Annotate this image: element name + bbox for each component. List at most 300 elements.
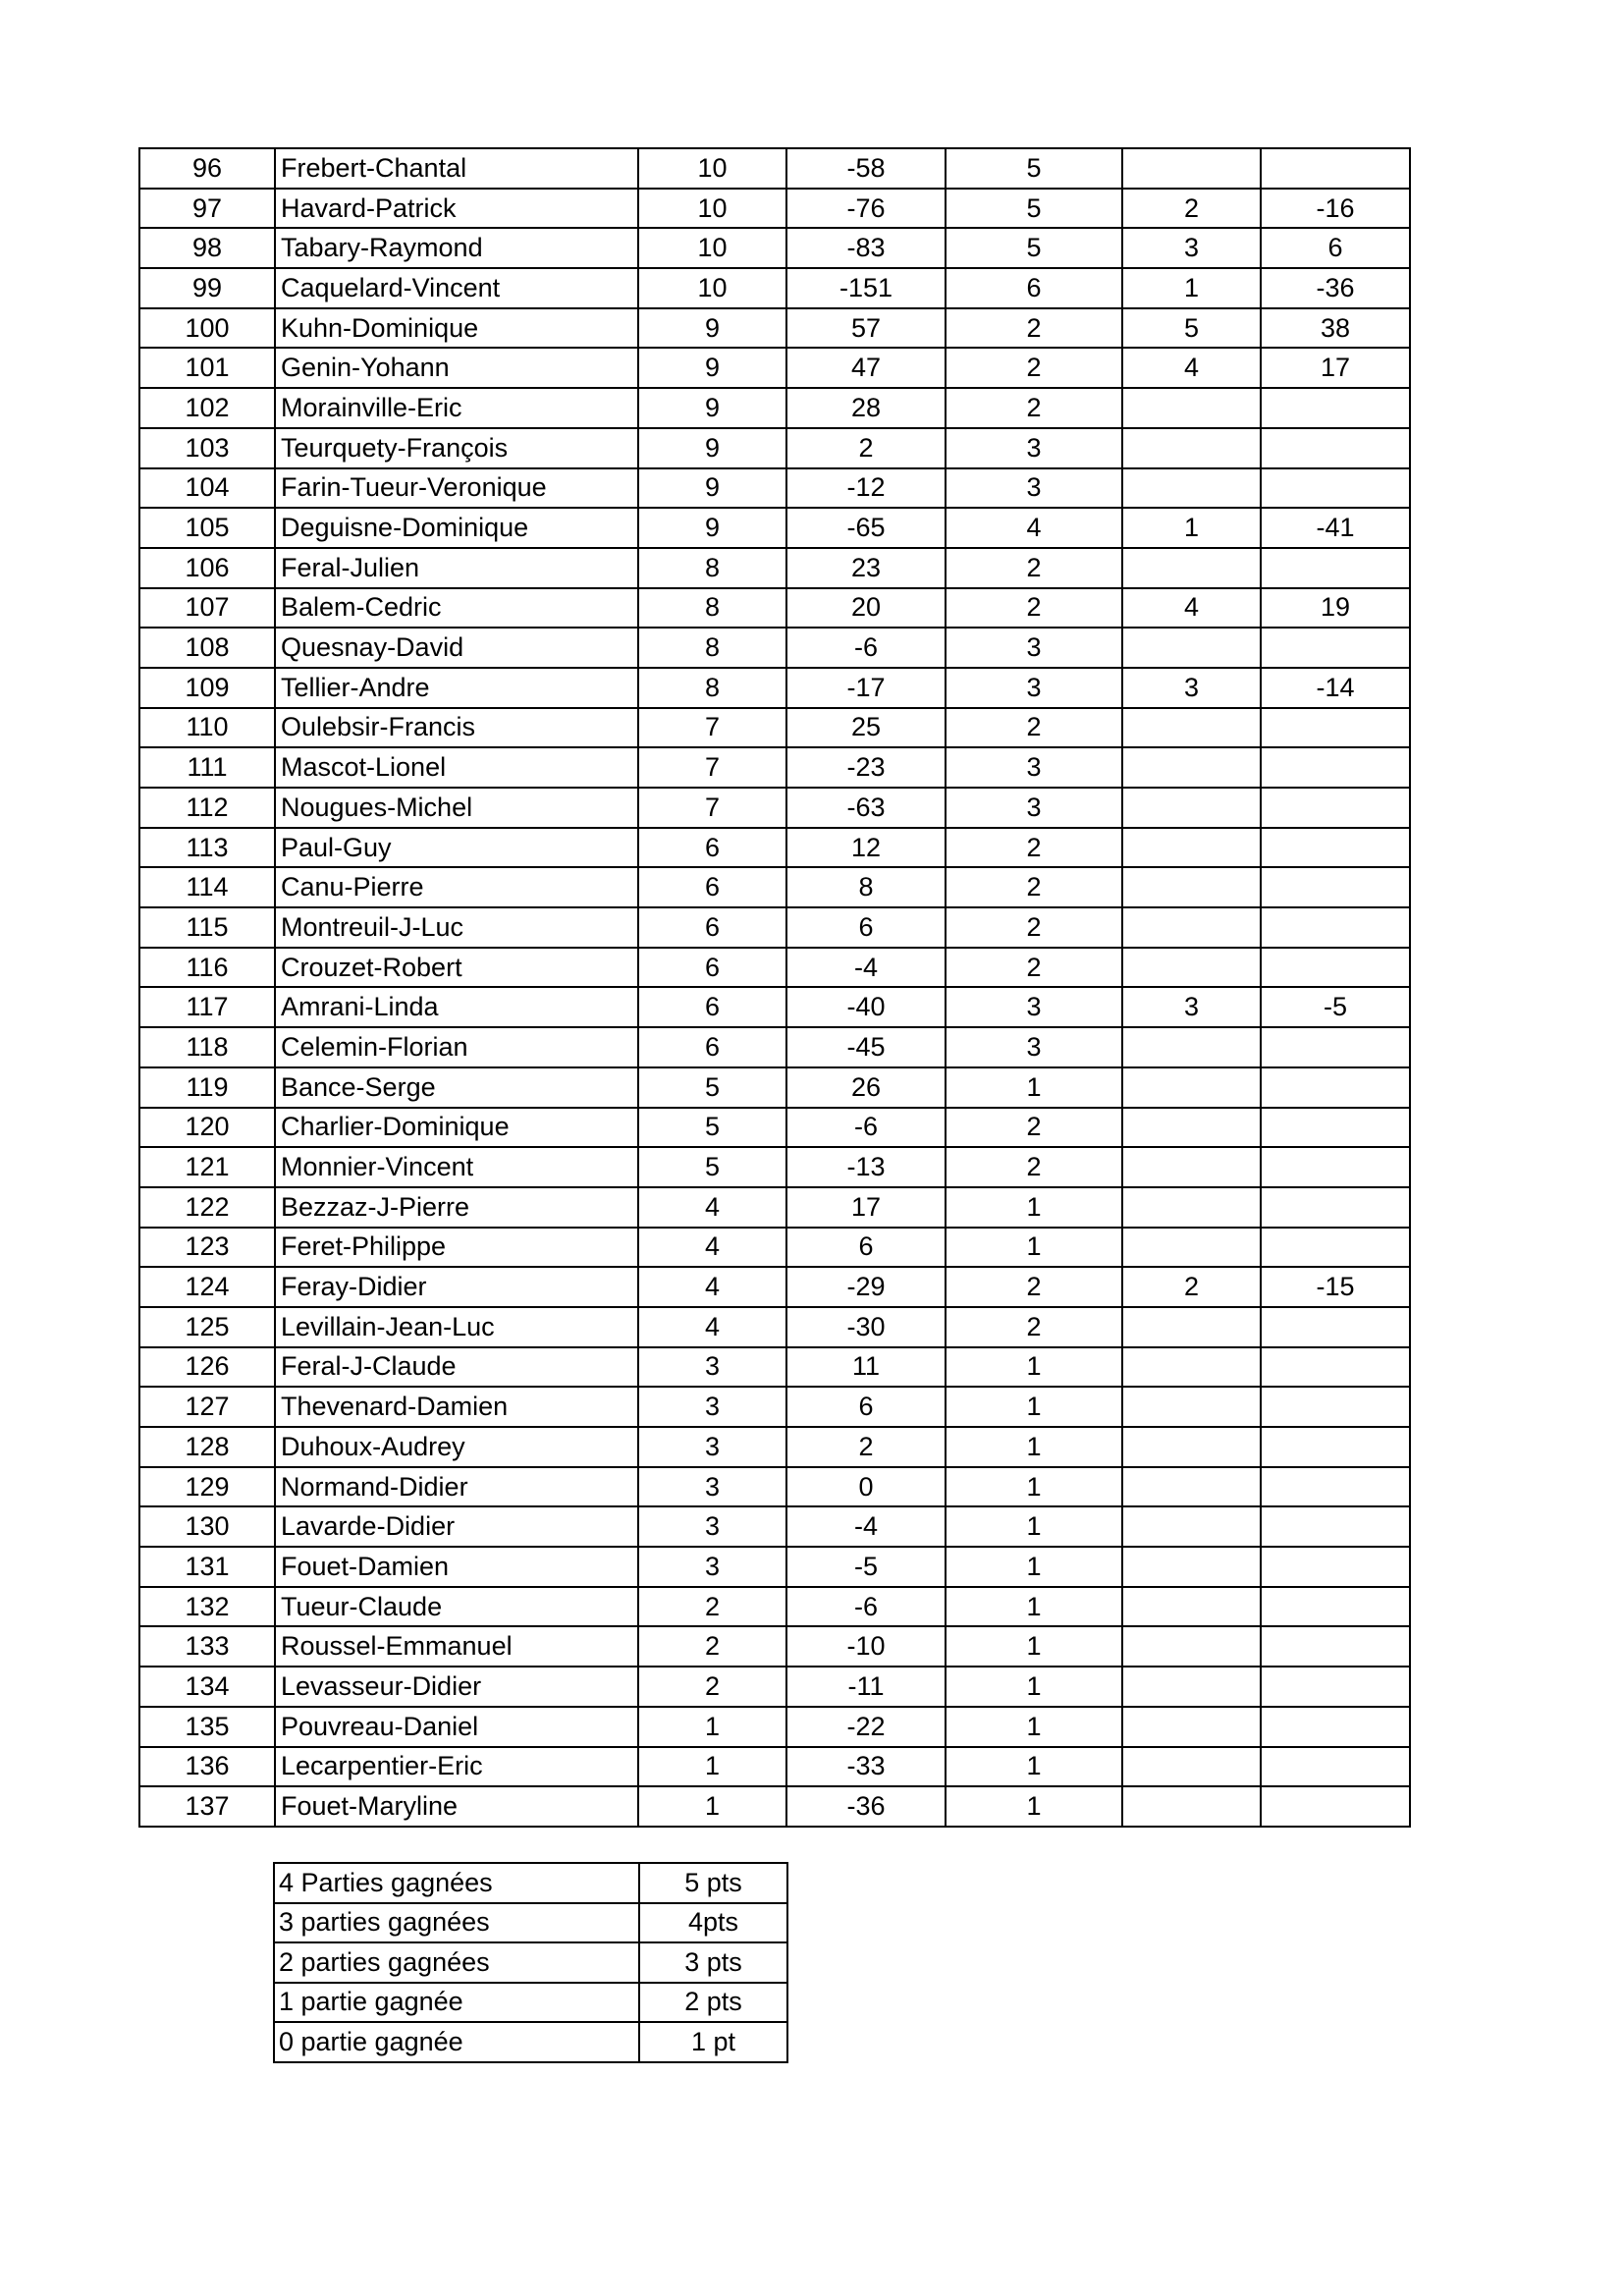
- table-row: [139, 1347, 1410, 1388]
- games-cell: 2: [946, 1147, 1122, 1187]
- games-cell: 2: [946, 548, 1122, 588]
- games-cell: 5: [946, 189, 1122, 229]
- rank-cell: 120: [139, 1108, 275, 1148]
- difference-cell: -13: [786, 1147, 946, 1187]
- extra-col-1-cell: [1122, 1786, 1261, 1827]
- games-cell: 6: [946, 268, 1122, 308]
- player-name-cell: Mascot-Lionel: [275, 747, 638, 788]
- player-name-cell: Teurquety-François: [275, 428, 638, 468]
- difference-cell: 6: [786, 907, 946, 948]
- difference-cell: -22: [786, 1707, 946, 1747]
- player-name-cell: Paul-Guy: [275, 828, 638, 868]
- games-cell: 2: [946, 388, 1122, 428]
- points-cell: 8: [638, 668, 786, 708]
- points-cell: 9: [638, 468, 786, 509]
- table-row: [139, 987, 1410, 1027]
- games-cell: 1: [946, 1626, 1122, 1667]
- games-cell: 1: [946, 1786, 1122, 1827]
- difference-cell: -76: [786, 189, 946, 229]
- difference-cell: -6: [786, 1108, 946, 1148]
- extra-col-2-cell: [1261, 1027, 1410, 1067]
- rank-cell: 97: [139, 189, 275, 229]
- difference-cell: 8: [786, 867, 946, 907]
- legend-points-cell: 1 pt: [639, 2022, 787, 2062]
- difference-cell: -45: [786, 1027, 946, 1067]
- difference-cell: -33: [786, 1747, 946, 1787]
- games-cell: 2: [946, 1307, 1122, 1347]
- rank-cell: 131: [139, 1547, 275, 1587]
- table-row: [139, 828, 1410, 868]
- games-cell: 3: [946, 788, 1122, 828]
- points-cell: 10: [638, 268, 786, 308]
- rank-cell: 107: [139, 588, 275, 629]
- legend-row: [274, 1942, 787, 1983]
- difference-cell: -11: [786, 1667, 946, 1707]
- games-cell: 2: [946, 1267, 1122, 1307]
- games-cell: 1: [946, 1747, 1122, 1787]
- games-cell: 5: [946, 148, 1122, 189]
- points-cell: 9: [638, 508, 786, 548]
- difference-cell: -23: [786, 747, 946, 788]
- rank-cell: 110: [139, 708, 275, 748]
- table-row: [139, 1228, 1410, 1268]
- points-cell: 7: [638, 788, 786, 828]
- extra-col-2-cell: -5: [1261, 987, 1410, 1027]
- extra-col-1-cell: [1122, 628, 1261, 668]
- player-name-cell: Kuhn-Dominique: [275, 308, 638, 349]
- games-cell: 1: [946, 1587, 1122, 1627]
- points-cell: 9: [638, 348, 786, 388]
- extra-col-2-cell: [1261, 1108, 1410, 1148]
- table-row: [139, 148, 1410, 189]
- player-name-cell: Feret-Philippe: [275, 1228, 638, 1268]
- points-cell: 10: [638, 189, 786, 229]
- rank-cell: 125: [139, 1307, 275, 1347]
- rank-cell: 122: [139, 1187, 275, 1228]
- player-name-cell: Charlier-Dominique: [275, 1108, 638, 1148]
- rank-cell: 129: [139, 1467, 275, 1507]
- player-name-cell: Bance-Serge: [275, 1067, 638, 1108]
- rank-cell: 100: [139, 308, 275, 349]
- table-row: [139, 1427, 1410, 1467]
- games-cell: 2: [946, 708, 1122, 748]
- table-row: [139, 907, 1410, 948]
- extra-col-2-cell: [1261, 828, 1410, 868]
- rank-cell: 114: [139, 867, 275, 907]
- legend-label-cell: 3 parties gagnées: [274, 1903, 639, 1943]
- player-name-cell: Bezzaz-J-Pierre: [275, 1187, 638, 1228]
- extra-col-1-cell: 4: [1122, 588, 1261, 629]
- player-name-cell: Tellier-Andre: [275, 668, 638, 708]
- games-cell: 3: [946, 428, 1122, 468]
- games-cell: 1: [946, 1347, 1122, 1388]
- player-name-cell: Levillain-Jean-Luc: [275, 1307, 638, 1347]
- points-cell: 5: [638, 1067, 786, 1108]
- points-cell: 6: [638, 987, 786, 1027]
- legend-points-cell: 4pts: [639, 1903, 787, 1943]
- games-cell: 1: [946, 1228, 1122, 1268]
- rank-cell: 128: [139, 1427, 275, 1467]
- rank-cell: 126: [139, 1347, 275, 1388]
- rank-cell: 109: [139, 668, 275, 708]
- extra-col-2-cell: -15: [1261, 1267, 1410, 1307]
- player-name-cell: Quesnay-David: [275, 628, 638, 668]
- games-cell: 3: [946, 747, 1122, 788]
- table-row: [139, 428, 1410, 468]
- player-name-cell: Deguisne-Dominique: [275, 508, 638, 548]
- legend-points-cell: 3 pts: [639, 1942, 787, 1983]
- rank-cell: 134: [139, 1667, 275, 1707]
- games-cell: 3: [946, 468, 1122, 509]
- difference-cell: -5: [786, 1547, 946, 1587]
- games-cell: 1: [946, 1506, 1122, 1547]
- extra-col-2-cell: [1261, 708, 1410, 748]
- table-row: [139, 1626, 1410, 1667]
- games-cell: 3: [946, 1027, 1122, 1067]
- points-cell: 3: [638, 1506, 786, 1547]
- player-name-cell: Fouet-Maryline: [275, 1786, 638, 1827]
- games-cell: 2: [946, 948, 1122, 988]
- extra-col-2-cell: [1261, 1747, 1410, 1787]
- table-row: [139, 1547, 1410, 1587]
- points-cell: 10: [638, 148, 786, 189]
- extra-col-2-cell: [1261, 1307, 1410, 1347]
- rank-cell: 133: [139, 1626, 275, 1667]
- points-cell: 3: [638, 1427, 786, 1467]
- extra-col-1-cell: [1122, 548, 1261, 588]
- extra-col-2-cell: [1261, 1187, 1410, 1228]
- games-cell: 2: [946, 348, 1122, 388]
- points-cell: 6: [638, 948, 786, 988]
- player-name-cell: Canu-Pierre: [275, 867, 638, 907]
- games-cell: 5: [946, 228, 1122, 268]
- points-cell: 3: [638, 1467, 786, 1507]
- points-cell: 7: [638, 747, 786, 788]
- rank-cell: 112: [139, 788, 275, 828]
- table-row: [139, 1027, 1410, 1067]
- extra-col-1-cell: [1122, 747, 1261, 788]
- legend-body: [274, 1863, 787, 2062]
- games-cell: 3: [946, 987, 1122, 1027]
- rank-cell: 135: [139, 1707, 275, 1747]
- extra-col-1-cell: [1122, 1228, 1261, 1268]
- points-cell: 3: [638, 1547, 786, 1587]
- points-cell: 2: [638, 1587, 786, 1627]
- extra-col-1-cell: [1122, 1387, 1261, 1427]
- rank-cell: 121: [139, 1147, 275, 1187]
- extra-col-1-cell: [1122, 1108, 1261, 1148]
- extra-col-2-cell: [1261, 148, 1410, 189]
- extra-col-2-cell: [1261, 468, 1410, 509]
- difference-cell: -58: [786, 148, 946, 189]
- extra-col-2-cell: -36: [1261, 268, 1410, 308]
- rank-cell: 118: [139, 1027, 275, 1067]
- rank-cell: 111: [139, 747, 275, 788]
- extra-col-2-cell: [1261, 1547, 1410, 1587]
- extra-col-1-cell: [1122, 1067, 1261, 1108]
- table-row: [139, 1267, 1410, 1307]
- extra-col-2-cell: -41: [1261, 508, 1410, 548]
- table-row: [139, 948, 1410, 988]
- extra-col-2-cell: [1261, 1347, 1410, 1388]
- table-row: [139, 548, 1410, 588]
- points-cell: 10: [638, 228, 786, 268]
- table-row: [139, 1506, 1410, 1547]
- extra-col-2-cell: [1261, 1147, 1410, 1187]
- extra-col-2-cell: 17: [1261, 348, 1410, 388]
- player-name-cell: Pouvreau-Daniel: [275, 1707, 638, 1747]
- table-row: [139, 1707, 1410, 1747]
- player-name-cell: Fouet-Damien: [275, 1547, 638, 1587]
- games-cell: 1: [946, 1467, 1122, 1507]
- extra-col-2-cell: [1261, 388, 1410, 428]
- player-name-cell: Celemin-Florian: [275, 1027, 638, 1067]
- extra-col-1-cell: [1122, 1147, 1261, 1187]
- extra-col-2-cell: -16: [1261, 189, 1410, 229]
- difference-cell: 6: [786, 1387, 946, 1427]
- difference-cell: -4: [786, 1506, 946, 1547]
- rank-cell: 113: [139, 828, 275, 868]
- difference-cell: 11: [786, 1347, 946, 1388]
- table-row: [139, 1147, 1410, 1187]
- legend-points-cell: 2 pts: [639, 1983, 787, 2023]
- extra-col-2-cell: [1261, 907, 1410, 948]
- player-name-cell: Lecarpentier-Eric: [275, 1747, 638, 1787]
- rank-cell: 137: [139, 1786, 275, 1827]
- points-cell: 2: [638, 1626, 786, 1667]
- points-cell: 6: [638, 907, 786, 948]
- rank-cell: 127: [139, 1387, 275, 1427]
- player-name-cell: Roussel-Emmanuel: [275, 1626, 638, 1667]
- legend-label-cell: 0 partie gagnée: [274, 2022, 639, 2062]
- player-name-cell: Monnier-Vincent: [275, 1147, 638, 1187]
- extra-col-2-cell: [1261, 867, 1410, 907]
- extra-col-2-cell: [1261, 1387, 1410, 1427]
- rank-cell: 103: [139, 428, 275, 468]
- points-cell: 9: [638, 308, 786, 349]
- player-name-cell: Genin-Yohann: [275, 348, 638, 388]
- rank-cell: 101: [139, 348, 275, 388]
- player-name-cell: Duhoux-Audrey: [275, 1427, 638, 1467]
- extra-col-1-cell: 4: [1122, 348, 1261, 388]
- extra-col-2-cell: [1261, 1707, 1410, 1747]
- table-row: [139, 348, 1410, 388]
- difference-cell: -65: [786, 508, 946, 548]
- extra-col-1-cell: 3: [1122, 228, 1261, 268]
- legend-row: [274, 1903, 787, 1943]
- difference-cell: -29: [786, 1267, 946, 1307]
- points-cell: 8: [638, 628, 786, 668]
- extra-col-1-cell: [1122, 1027, 1261, 1067]
- player-name-cell: Montreuil-J-Luc: [275, 907, 638, 948]
- extra-col-1-cell: [1122, 948, 1261, 988]
- table-row: [139, 1747, 1410, 1787]
- difference-cell: -151: [786, 268, 946, 308]
- extra-col-1-cell: [1122, 1707, 1261, 1747]
- extra-col-1-cell: [1122, 1187, 1261, 1228]
- player-name-cell: Feral-Julien: [275, 548, 638, 588]
- difference-cell: -63: [786, 788, 946, 828]
- difference-cell: 57: [786, 308, 946, 349]
- points-cell: 4: [638, 1228, 786, 1268]
- rank-cell: 98: [139, 228, 275, 268]
- points-cell: 4: [638, 1267, 786, 1307]
- difference-cell: -30: [786, 1307, 946, 1347]
- rank-cell: 96: [139, 148, 275, 189]
- difference-cell: -40: [786, 987, 946, 1027]
- extra-col-1-cell: [1122, 388, 1261, 428]
- rank-cell: 117: [139, 987, 275, 1027]
- legend-row: [274, 2022, 787, 2062]
- points-cell: 5: [638, 1108, 786, 1148]
- difference-cell: -6: [786, 628, 946, 668]
- difference-cell: -10: [786, 1626, 946, 1667]
- rank-cell: 108: [139, 628, 275, 668]
- extra-col-1-cell: [1122, 148, 1261, 189]
- extra-col-1-cell: [1122, 708, 1261, 748]
- legend-row: [274, 1983, 787, 2023]
- player-name-cell: Thevenard-Damien: [275, 1387, 638, 1427]
- difference-cell: 0: [786, 1467, 946, 1507]
- points-cell: 6: [638, 828, 786, 868]
- extra-col-2-cell: [1261, 1067, 1410, 1108]
- player-name-cell: Normand-Didier: [275, 1467, 638, 1507]
- rank-cell: 115: [139, 907, 275, 948]
- extra-col-2-cell: [1261, 428, 1410, 468]
- table-row: [139, 1067, 1410, 1108]
- difference-cell: 2: [786, 428, 946, 468]
- points-cell: 8: [638, 548, 786, 588]
- player-name-cell: Tueur-Claude: [275, 1587, 638, 1627]
- difference-cell: 20: [786, 588, 946, 629]
- difference-cell: -36: [786, 1786, 946, 1827]
- difference-cell: -83: [786, 228, 946, 268]
- games-cell: 3: [946, 668, 1122, 708]
- ranking-table: [138, 147, 1411, 1828]
- games-cell: 2: [946, 1108, 1122, 1148]
- extra-col-2-cell: 6: [1261, 228, 1410, 268]
- player-name-cell: Balem-Cedric: [275, 588, 638, 629]
- table-row: [139, 1187, 1410, 1228]
- player-name-cell: Morainville-Eric: [275, 388, 638, 428]
- extra-col-1-cell: [1122, 867, 1261, 907]
- points-cell: 6: [638, 867, 786, 907]
- extra-col-2-cell: [1261, 788, 1410, 828]
- games-cell: 2: [946, 588, 1122, 629]
- difference-cell: 23: [786, 548, 946, 588]
- extra-col-1-cell: [1122, 1547, 1261, 1587]
- table-row: [139, 468, 1410, 509]
- difference-cell: -12: [786, 468, 946, 509]
- extra-col-2-cell: [1261, 1228, 1410, 1268]
- games-cell: 1: [946, 1667, 1122, 1707]
- extra-col-1-cell: 1: [1122, 508, 1261, 548]
- extra-col-2-cell: [1261, 1467, 1410, 1507]
- table-row: [139, 788, 1410, 828]
- extra-col-2-cell: [1261, 1506, 1410, 1547]
- rank-cell: 119: [139, 1067, 275, 1108]
- table-row: [139, 189, 1410, 229]
- games-cell: 2: [946, 867, 1122, 907]
- legend-row: [274, 1863, 787, 1903]
- games-cell: 1: [946, 1707, 1122, 1747]
- games-cell: 2: [946, 907, 1122, 948]
- table-row: [139, 1387, 1410, 1427]
- rank-cell: 102: [139, 388, 275, 428]
- points-cell: 7: [638, 708, 786, 748]
- games-cell: 1: [946, 1427, 1122, 1467]
- extra-col-2-cell: [1261, 548, 1410, 588]
- table-row: [139, 668, 1410, 708]
- extra-col-2-cell: [1261, 1587, 1410, 1627]
- table-row: [139, 388, 1410, 428]
- extra-col-1-cell: 2: [1122, 1267, 1261, 1307]
- points-cell: 9: [638, 388, 786, 428]
- extra-col-1-cell: [1122, 1587, 1261, 1627]
- games-cell: 2: [946, 308, 1122, 349]
- extra-col-1-cell: [1122, 907, 1261, 948]
- table-row: [139, 308, 1410, 349]
- player-name-cell: Feral-J-Claude: [275, 1347, 638, 1388]
- extra-col-2-cell: [1261, 1667, 1410, 1707]
- difference-cell: 47: [786, 348, 946, 388]
- points-cell: 1: [638, 1786, 786, 1827]
- difference-cell: -6: [786, 1587, 946, 1627]
- table-row: [139, 747, 1410, 788]
- extra-col-1-cell: [1122, 828, 1261, 868]
- extra-col-1-cell: 2: [1122, 189, 1261, 229]
- extra-col-1-cell: [1122, 1427, 1261, 1467]
- extra-col-2-cell: [1261, 948, 1410, 988]
- extra-col-1-cell: [1122, 1467, 1261, 1507]
- difference-cell: 12: [786, 828, 946, 868]
- player-name-cell: Tabary-Raymond: [275, 228, 638, 268]
- legend-points-cell: 5 pts: [639, 1863, 787, 1903]
- extra-col-2-cell: [1261, 628, 1410, 668]
- games-cell: 1: [946, 1547, 1122, 1587]
- points-cell: 9: [638, 428, 786, 468]
- table-row: [139, 1587, 1410, 1627]
- player-name-cell: Nougues-Michel: [275, 788, 638, 828]
- rank-cell: 124: [139, 1267, 275, 1307]
- rank-cell: 132: [139, 1587, 275, 1627]
- player-name-cell: Lavarde-Didier: [275, 1506, 638, 1547]
- extra-col-1-cell: [1122, 468, 1261, 509]
- player-name-cell: Havard-Patrick: [275, 189, 638, 229]
- table-row: [139, 1786, 1410, 1827]
- extra-col-2-cell: -14: [1261, 668, 1410, 708]
- extra-col-1-cell: 1: [1122, 268, 1261, 308]
- extra-col-1-cell: 5: [1122, 308, 1261, 349]
- rank-cell: 136: [139, 1747, 275, 1787]
- extra-col-1-cell: [1122, 788, 1261, 828]
- extra-col-2-cell: 38: [1261, 308, 1410, 349]
- player-name-cell: Oulebsir-Francis: [275, 708, 638, 748]
- player-name-cell: Feray-Didier: [275, 1267, 638, 1307]
- player-name-cell: Caquelard-Vincent: [275, 268, 638, 308]
- points-cell: 2: [638, 1667, 786, 1707]
- table-row: [139, 268, 1410, 308]
- extra-col-1-cell: [1122, 1506, 1261, 1547]
- rank-cell: 130: [139, 1506, 275, 1547]
- games-cell: 2: [946, 828, 1122, 868]
- player-name-cell: Levasseur-Didier: [275, 1667, 638, 1707]
- extra-col-1-cell: 3: [1122, 987, 1261, 1027]
- ranking-body: [139, 148, 1410, 1827]
- points-cell: 6: [638, 1027, 786, 1067]
- difference-cell: 26: [786, 1067, 946, 1108]
- player-name-cell: Farin-Tueur-Veronique: [275, 468, 638, 509]
